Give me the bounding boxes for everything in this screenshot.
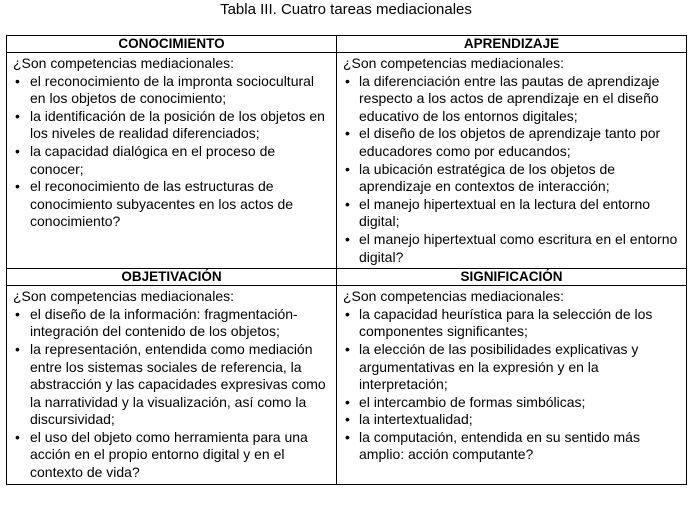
list-item: • el intercambio de formas simbólicas; (343, 394, 682, 412)
list-item: • el diseño de los objetos de aprendizaje tanto por educadores como por educandos; (343, 125, 682, 160)
header-objetivacion: OBJETIVACIÓN (7, 269, 337, 286)
list-item: • la identificación de la posición de los objetos en los niveles de realidad diferenciados; (13, 108, 332, 143)
list-significacion (343, 306, 682, 464)
list-item: • la capacidad dialógica en el proceso de conocer; (13, 143, 332, 178)
cell-conocimiento (7, 53, 337, 269)
intro-significacion: ¿Son competencias mediacionales: (343, 288, 565, 305)
list-item: • el reconocimiento de la impronta sociocultural en los objetos de conocimiento; (13, 73, 332, 108)
header-aprendizaje: APRENDIZAJE (337, 36, 687, 53)
list-item: • la diferenciación entre las pautas de aprendizaje respecto a los actos de aprendizaje en el diseño educativo de los entornos digitales; (343, 73, 682, 126)
list-item: • la computación, entendida en su sentido más amplio: acción computante? (343, 429, 682, 464)
cell-aprendizaje (337, 53, 687, 269)
list-item: • la elección de las posibilidades explicativas y argumentativas en la expresión y en la interpretación; (343, 341, 682, 394)
header-significacion: SIGNIFICACIÓN (337, 269, 687, 286)
cell-objetivacion (7, 286, 337, 485)
body-row-top (7, 53, 687, 269)
intro-objetivacion: ¿Son competencias mediacionales: (13, 288, 235, 305)
header-row-bottom (7, 269, 687, 286)
list-item: • el uso del objeto como herramienta para una acción en el propio entorno digital y en el contexto de vida? (13, 429, 332, 482)
list-item: • el manejo hipertextual como escritura en el entorno digital? (343, 231, 682, 266)
cell-significacion (337, 286, 687, 485)
table-caption: Tabla III. Cuatro tareas mediacionales (220, 1, 472, 18)
list-item: • el diseño de la información: fragmentación-integración del contenido de los objetos; (13, 306, 332, 341)
header-conocimiento: CONOCIMIENTO (7, 36, 337, 53)
list-item: • la intertextualidad; (343, 411, 682, 429)
list-item: • la ubicación estratégica de los objetos de aprendizaje en contextos de interacción; (343, 161, 682, 196)
intro-aprendizaje: ¿Son competencias mediacionales: (343, 55, 565, 71)
list-aprendizaje (343, 73, 682, 267)
list-objetivacion (13, 306, 332, 482)
list-item: • la capacidad heurística para la selección de los componentes significantes; (343, 306, 682, 341)
list-item: • el reconocimiento de las estructuras de conocimiento subyacentes en los actos de conocimiento? (13, 178, 332, 231)
list-conocimiento (13, 73, 332, 231)
mediational-tasks-table (6, 35, 687, 485)
list-item: • el manejo hipertextual en la lectura del entorno digital; (343, 196, 682, 231)
list-item: • la representación, entendida como mediación entre los sistemas sociales de referencia, la abstracción y las capacidades expresivas como la narratividad y la visualización, así como la discursividad; (13, 341, 332, 429)
header-row-top (7, 36, 687, 53)
body-row-bottom (7, 286, 687, 485)
intro-conocimiento: ¿Son competencias mediacionales: (13, 55, 235, 71)
